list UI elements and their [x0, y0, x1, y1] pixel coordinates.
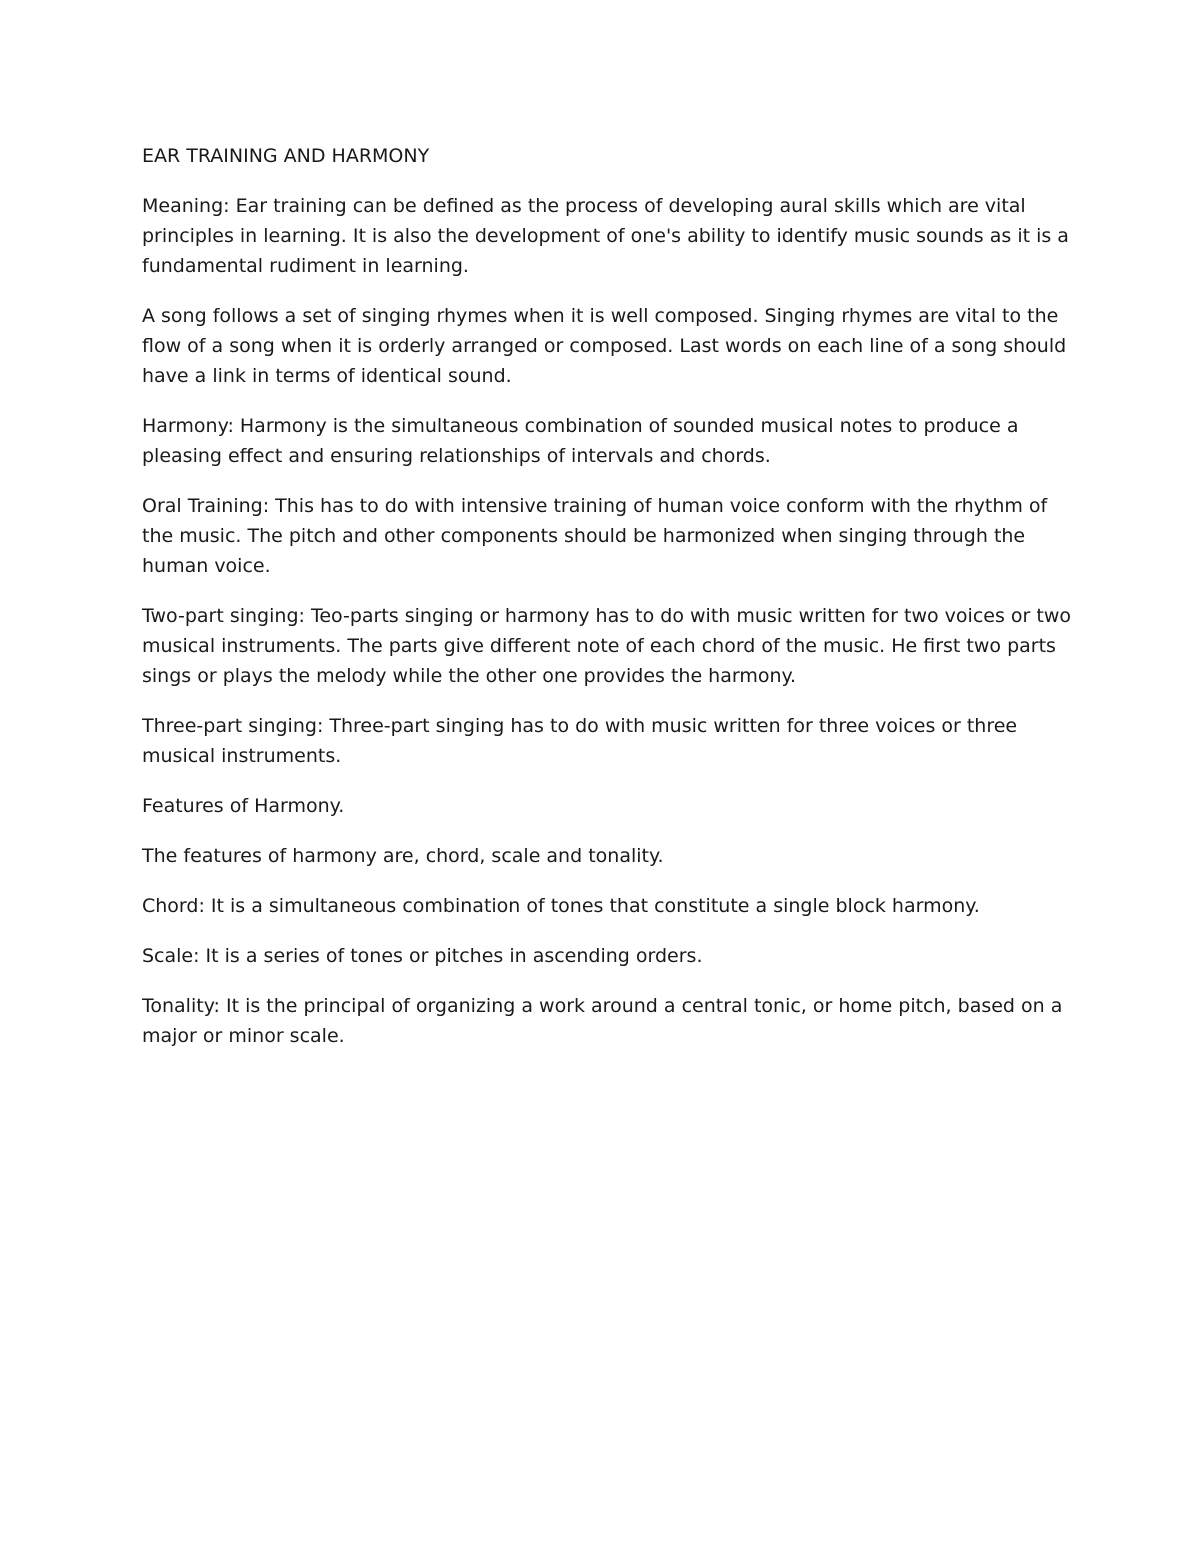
paragraph-tonality: Tonality: It is the principal of organizing a work around a central tonic, or home pitch, based on a major or minor scale.: [142, 995, 1063, 1047]
document-body: [142, 141, 1072, 1071]
paragraph-harmony: Harmony: Harmony is the simultaneous combination of sounded musical notes to produce a pleasing effect and ensuring relationships of intervals and chords.: [142, 415, 1019, 467]
paragraph-oral-training: Oral Training: This has to do with intensive training of human voice conform with the rhythm of the music. The pitch and other components should be harmonized when singing through the human voice.: [142, 495, 1048, 577]
paragraph-chord: Chord: It is a simultaneous combination of tones that constitute a single block harmony.: [142, 895, 980, 917]
paragraph-two-part-singing: Two-part singing: Teo-parts singing or harmony has to do with music written for two voices or two musical instruments. The parts give different note of each chord of the music. He first two parts sings or plays the melody while the other one provides the harmony.: [142, 605, 1071, 687]
paragraph-meaning: Meaning: Ear training can be defined as the process of developing aural skills which are vital principles in learning. It is also the development of one's ability to identify music sounds as it is a fundamental rudiment in learning.: [142, 195, 1069, 277]
document-title: EAR TRAINING AND HARMONY: [142, 145, 430, 167]
paragraph-features-heading: Features of Harmony.: [142, 795, 345, 817]
paragraph-scale: Scale: It is a series of tones or pitches in ascending orders.: [142, 945, 703, 967]
paragraph-features-list: The features of harmony are, chord, scale and tonality.: [142, 845, 664, 867]
paragraph-three-part-singing: Three-part singing: Three-part singing has to do with music written for three voices or three musical instruments.: [142, 715, 1018, 767]
paragraph-song-rhymes: A song follows a set of singing rhymes when it is well composed. Singing rhymes are vital to the flow of a song when it is orderly arranged or composed. Last words on each line of a song should have a link in terms of identical sound.: [142, 305, 1067, 387]
